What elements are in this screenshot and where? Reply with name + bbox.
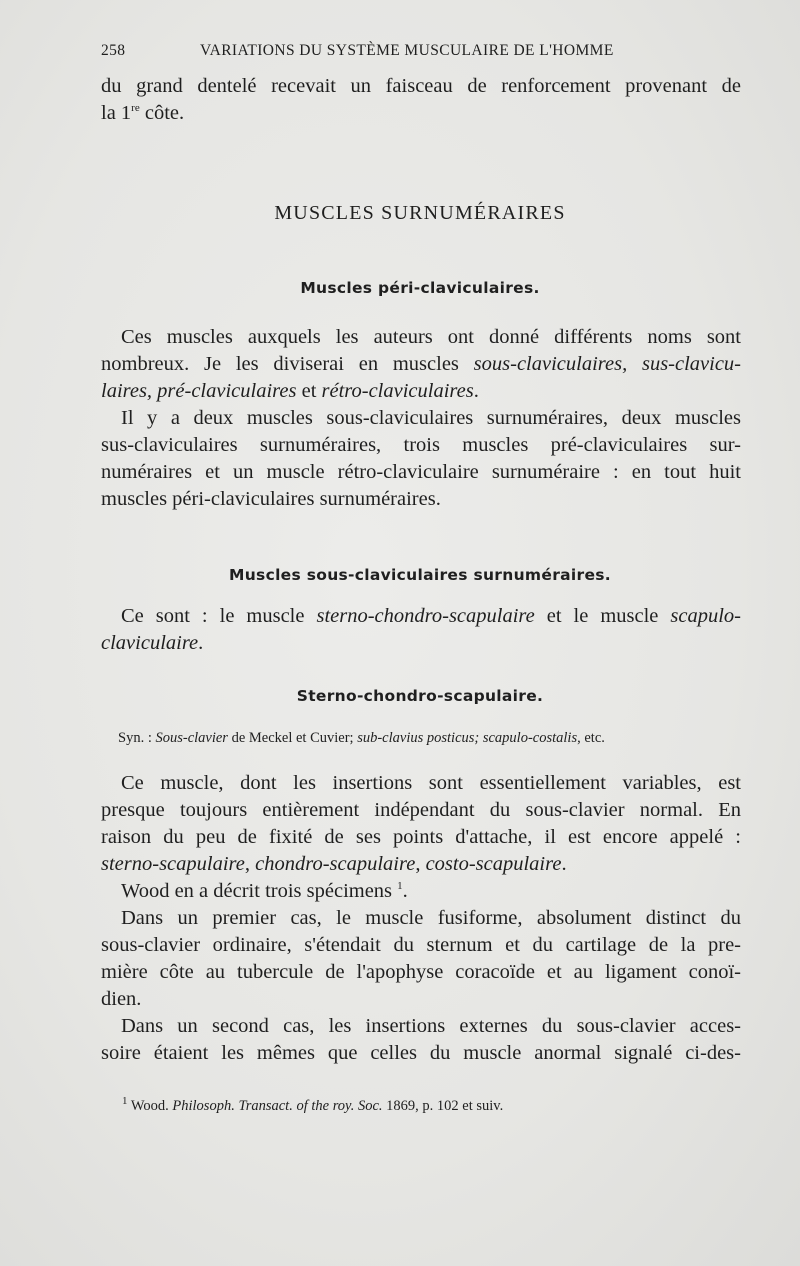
footnote-reference: 1 bbox=[397, 880, 403, 893]
text-run: Wood. bbox=[127, 1098, 173, 1114]
peri-paragraph-2 bbox=[101, 405, 741, 513]
sterno-paragraph-3 bbox=[101, 905, 741, 1013]
italic-run: scapulo- bbox=[670, 605, 741, 627]
peri-paragraph-1 bbox=[101, 324, 741, 405]
sterno-p3-line-3: mière côte au tubercule de l'apophyse coracoïde et au ligament conoï- bbox=[101, 961, 741, 983]
text-run: , bbox=[415, 853, 426, 875]
sterno-p1-line-2: presque toujours entièrement indépendant du sous-clavier normal. En bbox=[101, 799, 741, 821]
sterno-paragraph-2 bbox=[101, 878, 741, 905]
sterno-p4-line-2: soire étaient les mêmes que celles du muscle anormal signalé ci-des- bbox=[101, 1042, 741, 1064]
subsection-title-sous: Muscles sous-claviculaires surnuméraires. bbox=[229, 566, 611, 584]
peri-p1-line-1: Ces muscles auxquels les auteurs ont donné différents noms sont bbox=[121, 326, 741, 348]
running-head bbox=[101, 40, 741, 64]
intro-line-1: du grand dentelé recevait un faisceau de renforcement provenant de bbox=[101, 75, 741, 97]
sous-line-1 bbox=[101, 603, 741, 630]
superscript-re: re bbox=[131, 102, 140, 115]
text-run: 1869, p. 102 et suiv. bbox=[382, 1098, 504, 1114]
italic-run: laires, pré-claviculaires bbox=[101, 380, 297, 402]
text-run: . bbox=[561, 853, 567, 875]
text-run: . bbox=[402, 880, 408, 902]
synonyms-line bbox=[118, 730, 738, 747]
text-run: . bbox=[198, 632, 204, 654]
footnote-mark: 1 bbox=[122, 1095, 128, 1108]
text-run: Ce sont : le muscle bbox=[121, 605, 317, 627]
text-run: . bbox=[473, 380, 479, 402]
peri-p2-line-3: numéraires et un muscle rétro-claviculaire surnuméraire : en tout huit bbox=[101, 461, 741, 483]
sous-paragraph bbox=[101, 603, 741, 657]
text-run: nombreux. Je les diviserai en muscles bbox=[101, 353, 474, 375]
intro-line-2 bbox=[101, 100, 741, 127]
text-run: de Meckel et Cuvier; bbox=[227, 730, 358, 746]
peri-p2-line-1: Il y a deux muscles sous-claviculaires surnuméraires, deux muscles bbox=[121, 407, 741, 429]
section-title: MUSCLES SURNUMÉRAIRES bbox=[274, 202, 566, 224]
italic-run: rétro-claviculaires bbox=[321, 380, 474, 402]
sterno-p1-line-4 bbox=[101, 851, 741, 878]
sous-line-2 bbox=[101, 630, 741, 657]
italic-run: costo-scapulaire bbox=[425, 853, 562, 875]
subsection-title-sterno: Sterno-chondro-scapulaire. bbox=[296, 687, 544, 705]
page-number: 258 bbox=[101, 42, 126, 59]
italic-run: chondro-scapulaire bbox=[255, 853, 416, 875]
text-run: et le muscle bbox=[534, 605, 671, 627]
intro-paragraph bbox=[101, 73, 741, 127]
peri-p2-line-2: sus-claviculaires surnuméraires, trois muscles pré-claviculaires sur- bbox=[101, 434, 741, 456]
peri-p1-line-2 bbox=[101, 351, 741, 378]
running-title: VARIATIONS DU SYSTÈME MUSCULAIRE DE L'HOMME bbox=[200, 42, 614, 59]
sterno-paragraph-4 bbox=[101, 1013, 741, 1067]
sterno-p3-line-1: Dans un premier cas, le muscle fusiforme, absolument distinct du bbox=[121, 907, 741, 929]
sterno-paragraph-1 bbox=[101, 770, 741, 878]
italic-run: sous-claviculaires, sus-clavicu- bbox=[473, 353, 742, 375]
intro-text: la 1 bbox=[101, 102, 132, 124]
sterno-p1-line-1: Ce muscle, dont les insertions sont essentiellement variables, est bbox=[121, 772, 741, 794]
sterno-p3-line-2: sous-clavier ordinaire, s'étendait du sternum et du cartilage de la pre- bbox=[101, 934, 741, 956]
italic-run: sub-clavius posticus; scapulo-costalis bbox=[357, 730, 578, 746]
sterno-p1-line-3: raison du peu de fixité de ses points d'attache, il est encore appelé : bbox=[101, 826, 741, 848]
italic-run: sterno-scapulaire bbox=[101, 853, 245, 875]
footnote bbox=[122, 1095, 504, 1115]
sterno-p3-line-4: dien. bbox=[101, 988, 142, 1010]
text-run: Syn. : bbox=[118, 730, 156, 746]
sterno-p4-line-1: Dans un second cas, les insertions externes du sous-clavier acces- bbox=[121, 1015, 741, 1037]
italic-run: Sous-clavier bbox=[155, 730, 228, 746]
text-run: et bbox=[296, 380, 322, 402]
peri-p2-line-4: muscles péri-claviculaires surnuméraires. bbox=[101, 488, 441, 510]
subsection-title-peri: Muscles péri-claviculaires. bbox=[300, 279, 540, 297]
text-run: Wood en a décrit trois spécimens bbox=[121, 880, 398, 902]
text-run: , etc. bbox=[577, 730, 605, 746]
text-run: , bbox=[244, 853, 256, 875]
peri-p1-line-3 bbox=[101, 378, 741, 405]
intro-text-end: côte. bbox=[139, 102, 185, 124]
sterno-p2-line-1 bbox=[101, 878, 741, 905]
italic-run: claviculaire bbox=[101, 632, 199, 654]
italic-run: sterno-chondro-scapulaire bbox=[316, 605, 535, 627]
italic-run: Philosoph. Transact. of the roy. Soc. bbox=[172, 1098, 383, 1114]
